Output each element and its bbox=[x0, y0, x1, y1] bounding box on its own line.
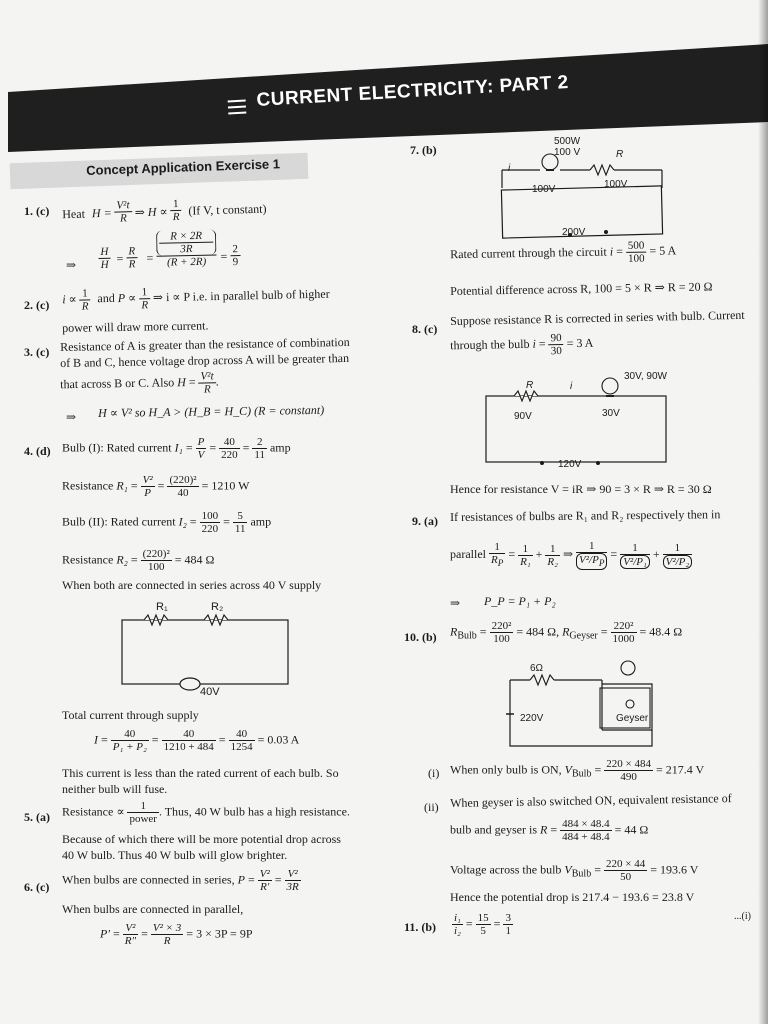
q6-line2: When bulbs are connected in parallel, bbox=[62, 902, 244, 916]
q7-bulb-label: 500W 100 V bbox=[554, 136, 581, 158]
q3-line4: H ∝ V² so H_A > (H_B = H_C) (R = constant) bbox=[98, 402, 325, 420]
q8-bulb-label: 30V, 90W bbox=[624, 371, 667, 382]
q2-label: 2. (c) bbox=[24, 298, 50, 312]
q7-i-label: i bbox=[508, 163, 511, 174]
q5-label: 5. (a) bbox=[24, 810, 50, 824]
q6-line1: When bulbs are connected in series, P = $\frac{\text{V²}}{R'}$ = $\frac{\text{V²}}{3R}$ bbox=[62, 868, 299, 893]
q8-r-label: R bbox=[526, 380, 534, 391]
q4-label: 4. (d) bbox=[24, 444, 51, 458]
q5-line1: Resistance ∝ $\frac{1}{\text{power}}$ . Thus, 40 W bulb has a high resistance. bbox=[62, 800, 350, 825]
q10-label: 10. (b) bbox=[404, 630, 437, 644]
q8-i-label: i bbox=[570, 381, 573, 392]
q10-ii-text1: When geyser is also switched ON, equivalent resistance of bbox=[450, 791, 732, 810]
q4-res1: Resistance R₁ = $\frac{\text{V²}}{P}$ = $\frac{\text{(220)²}}{40}$ = 1210 W bbox=[62, 474, 250, 499]
q4-circuit-r2: R₂ bbox=[211, 601, 224, 613]
q4-total: Total current through supply bbox=[62, 708, 199, 722]
q4-total-eq: I = $\frac{40}{\text{P₁ + P₂}}$ = $\frac{40}{1210 + 484}$ = $\frac{40}{1254}$ = 0.03 A bbox=[94, 728, 300, 753]
q4-circuit-r1: R₁ bbox=[156, 601, 168, 613]
q10-circuit-diagram bbox=[502, 660, 662, 754]
q7-v2-label: 100V bbox=[604, 179, 628, 190]
q7-line1: Rated current through the circuit i = $\frac{500}{100}$ = 5 A bbox=[450, 239, 677, 265]
q9-arrow: ⇒ bbox=[450, 596, 461, 610]
q10-drop: Hence the potential drop is 217.4 − 193.6 = 23.8 V bbox=[450, 890, 695, 904]
q10-ii-num: (ii) bbox=[424, 800, 439, 814]
q9-label: 9. (a) bbox=[412, 514, 438, 528]
q3-line2: of B and C, hence voltage drop across A will be greater than bbox=[60, 350, 350, 370]
q1-text: Heat H = $\frac{\text{V²t}}{R}$ ⇒ H ∝ $\frac{1}{R}$ (If V, t constant) bbox=[62, 197, 267, 225]
q9-line3: P_P = P₁ + P₂ bbox=[484, 594, 556, 608]
q4-res2: Resistance R₂ = $\frac{\text{(220)²}}{100}$ = 484 Ω bbox=[62, 548, 215, 573]
q8-line3: Hence for resistance V = iR ⇒ 90 = 3 × R ⇒ R = 30 Ω bbox=[450, 482, 712, 496]
right-column bbox=[384, 0, 768, 1024]
q7-r-label: R bbox=[616, 149, 624, 160]
q10-ii-text2: bulb and geyser is R = $\frac{484 \times 48.4}{484 + 48.4}$ = 44 Ω bbox=[450, 818, 649, 843]
q3-arrow: ⇒ bbox=[66, 410, 77, 424]
q8-line1: Suppose resistance R is corrected in series with bulb. Current bbox=[450, 307, 745, 328]
q5-line3: 40 W bulb. Thus 40 W bulb will glow brighter. bbox=[62, 848, 288, 862]
q11-eq: $\frac{\text{i₁}}{\text{i₂}}$ = $\frac{15}{5}$ = $\frac{3}{1}$ bbox=[454, 912, 511, 937]
q10-i-text: When only bulb is ON, $V_{Bulb}$ = $\frac{220 \times 484}{490}$ = 217.4 V bbox=[450, 758, 705, 783]
q10-source-label: 220V bbox=[520, 713, 544, 724]
q1-label: 1. (c) bbox=[24, 204, 50, 218]
q7-line2: Potential difference across R, 100 = 5 × R ⇒ R = 20 Ω bbox=[450, 279, 713, 298]
q4-line1: Bulb (I): Rated current I₁ = $\frac{P}{V}$ = $\frac{40}{220}$ = $\frac{2}{11}$ amp bbox=[62, 436, 291, 461]
q8-v2-label: 30V bbox=[602, 408, 620, 419]
q8-v1-label: 90V bbox=[514, 411, 532, 422]
section-title: Concept Application Exercise 1 bbox=[85, 156, 281, 178]
q10-r-label: 6Ω bbox=[530, 663, 544, 674]
q10-voltage: Voltage across the bulb $V_{Bulb}$ = $\frac{220 \times 44}{50}$ = 193.6 V bbox=[450, 858, 699, 883]
q8-line2: through the bulb i = $\frac{90}{30}$ = 3 A bbox=[450, 332, 594, 358]
q4-conclusion2: neither bulb will fuse. bbox=[62, 782, 168, 796]
q3-line3: that across B or C. Also H = $\frac{\text{V²t}}{R}$ . bbox=[60, 370, 219, 396]
q6-label: 6. (c) bbox=[24, 880, 50, 894]
q4-bulb2: Bulb (II): Rated current I₂ = $\frac{100}{220}$ = $\frac{5}{11}$ amp bbox=[62, 510, 272, 535]
q7-source-label: 200V bbox=[562, 227, 586, 238]
q5-line2: Because of which there will be more potential drop across bbox=[62, 832, 341, 846]
q7-label: 7. (b) bbox=[410, 143, 437, 157]
q4-circuit-source: 40V bbox=[200, 686, 220, 698]
q4-series-text: When both are connected in series across 40 V supply bbox=[62, 578, 322, 592]
q2-line1: i ∝ $\frac{1}{R}$ and P ∝ $\frac{1}{R}$ ⇒ i ∝ P i.e. in parallel bulb of higher bbox=[62, 286, 330, 313]
page-title: CURRENT ELECTRICITY: PART 2 bbox=[256, 72, 570, 111]
q8-source-label: 120V bbox=[558, 459, 582, 470]
q2-line2: power will draw more current. bbox=[62, 318, 209, 335]
q10-eq: $R_{Bulb}$ = $\frac{\text{220²}}{100}$ = 484 Ω, $R_{Geyser}$ = $\frac{\text{220²}}{1000}$ = 48.4 Ω bbox=[450, 620, 683, 645]
q9-line1: If resistances of bulbs are R₁ and R₂ respectively then in bbox=[450, 507, 721, 524]
q11-tag: ...(i) bbox=[734, 911, 751, 922]
q1-arrow: ⇒ bbox=[66, 258, 77, 272]
q3-line1: Resistance of A is greater than the resistance of combination bbox=[60, 334, 350, 354]
q10-i-num: (i) bbox=[428, 766, 440, 780]
q6-final: P′ = $\frac{\text{V²}}{R''}$ = $\frac{\text{V² × 3}}{R}$ = 3 × 3P = 9P bbox=[100, 922, 253, 947]
q10-geyser-label: Geyser bbox=[616, 713, 649, 724]
q8-label: 8. (c) bbox=[412, 322, 438, 336]
q7-v1-label: 100V bbox=[532, 184, 556, 195]
q3-label: 3. (c) bbox=[24, 345, 50, 359]
page-edge-shadow bbox=[758, 0, 768, 1024]
q4-conclusion1: This current is less than the rated current of each bulb. So bbox=[62, 766, 339, 780]
q11-label: 11. (b) bbox=[404, 920, 437, 934]
q9-line2: parallel $\frac{1}{R_P}$ = $\frac{1}{\text{R₁}}$ + $\frac{1}{\text{R₂}}$ ⇒ $\frac{1}{V^2/P_P}$ = $\frac{1}{\text{V²/P₁}}$ + $\frac{1}{\text{V²/P₂}}$ bbox=[450, 540, 692, 570]
q1-ratio-eq: $\frac{H}{H}$ = $\frac{R}{R}$ = R × 2R 3R (R + 2R) = $\frac{2}{9}$ bbox=[100, 229, 239, 271]
